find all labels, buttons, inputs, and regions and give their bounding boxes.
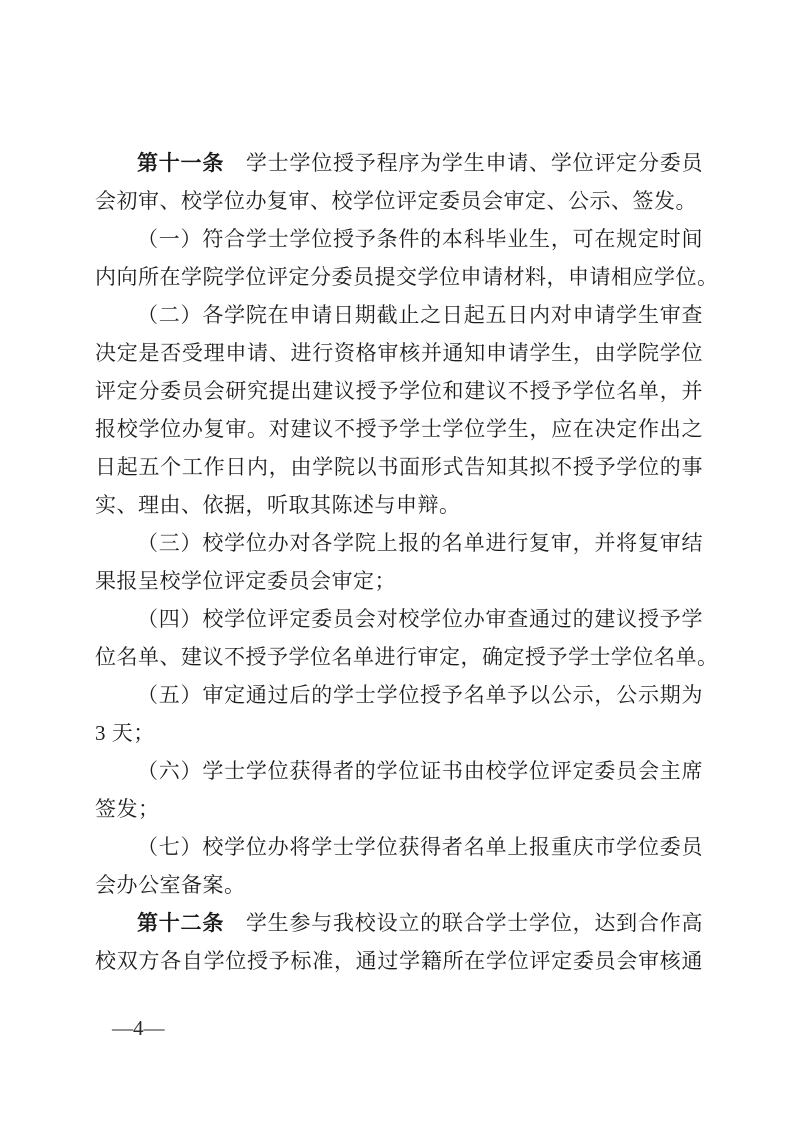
text-line [95, 866, 703, 904]
line-text: 位名单、建议不授予学位名单进行审定，确定授予学士学位名单。 [95, 645, 719, 669]
text-line [95, 372, 703, 410]
line-text: 决定是否受理申请、进行资格审核并通知申请学生，由学院学位 [95, 341, 703, 365]
line-text: （五）审定通过后的学士学位授予名单予以公示，公示期为 [137, 683, 703, 707]
line-text: 实、理由、依据，听取其陈述与申辩。 [95, 493, 461, 517]
text-line [95, 562, 703, 600]
line-text: 学士学位授予程序为学生申请、学位评定分委员 [224, 151, 704, 175]
text-line [95, 182, 703, 220]
text-line [95, 486, 703, 524]
text-line [95, 752, 703, 790]
line-text: 会办公室备案。 [95, 873, 246, 897]
text-line [95, 790, 703, 828]
line-text: 内向所在学院学位评定分委员提交学位申请材料，申请相应学位。 [95, 265, 719, 289]
text-line [95, 448, 703, 486]
text-line [95, 410, 703, 448]
text-line [95, 904, 703, 942]
line-text: 会初审、校学位办复审、校学位评定委员会审定、公示、签发。 [95, 189, 697, 213]
article-number: 第十一条 [137, 151, 225, 175]
line-text: 学生参与我校设立的联合学士学位，达到合作高 [224, 911, 704, 935]
text-line [95, 334, 703, 372]
text-line [95, 714, 703, 752]
line-text: 日起五个工作日内，由学院以书面形式告知其拟不授予学位的事 [95, 455, 703, 479]
line-text: 果报呈校学位评定委员会审定； [95, 569, 396, 593]
line-text: 评定分委员会研究提出建议授予学位和建议不授予学位名单，并 [95, 379, 703, 403]
page-number: —4— [112, 1016, 165, 1040]
text-line [95, 258, 719, 296]
text-line [95, 220, 703, 258]
line-text: （七）校学位办将学士学位获得者名单上报重庆市学位委员 [137, 835, 703, 859]
line-text: （四）校学位评定委员会对校学位办审查通过的建议授予学 [137, 607, 703, 631]
line-text: 签发； [95, 797, 160, 821]
text-line [95, 828, 703, 866]
line-text: 校双方各自学位授予标准，通过学籍所在学位评定委员会审核通 [95, 949, 703, 973]
line-text: （三）校学位办对各学院上报的名单进行复审，并将复审结 [137, 531, 703, 555]
text-line [95, 638, 719, 676]
line-text: 报校学位办复审。对建议不授予学士学位学生，应在决定作出之 [95, 417, 703, 441]
text-line [95, 600, 703, 638]
text-line [95, 676, 703, 714]
article-number: 第十二条 [137, 911, 225, 935]
text-line [95, 296, 703, 334]
text-line [95, 524, 703, 562]
line-text: （一）符合学士学位授予条件的本科毕业生，可在规定时间 [137, 227, 703, 251]
line-text: （六）学士学位获得者的学位证书由校学位评定委员会主席 [137, 759, 703, 783]
document-body [95, 144, 719, 980]
line-text: 3 天； [95, 721, 155, 745]
line-text: （二）各学院在申请日期截止之日起五日内对申请学生审查 [137, 303, 703, 327]
text-line [95, 144, 703, 182]
text-line [95, 942, 703, 980]
